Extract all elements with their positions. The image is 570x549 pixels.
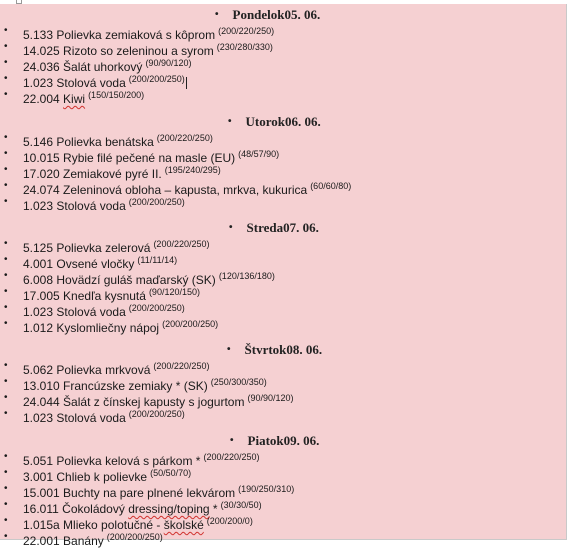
menu-item[interactable] [0,465,566,484]
menu-item-list [0,358,566,425]
bullet-icon: • [229,222,233,233]
menu-item-portions: (11/11/14) [137,255,178,265]
menu-item-name: Stolová voda [56,199,126,213]
bullet-icon: • [4,73,8,84]
menu-item[interactable] [0,236,566,255]
day-title-text: Utorok06. 06. [245,113,321,129]
menu-item[interactable] [0,162,566,181]
menu-item-code: 1.015a [23,518,60,532]
bullet-icon: • [4,270,8,281]
bullet-icon: • [215,9,219,20]
menu-item-code: 3.001 [23,470,54,484]
bullet-icon: • [4,89,8,100]
menu-item-portions: (200/200/250) [106,532,163,542]
menu-item-portions: (50/50/70) [150,468,192,478]
menu-item[interactable] [0,252,566,271]
menu-item-name: Francúzske zemiaky * (SK) [63,379,208,393]
menu-item[interactable] [0,71,566,90]
menu-item-portions: (120/136/180) [218,271,275,281]
menu-item-code: 1.023 [23,199,54,213]
menu-item-portions: (200/200/0) [206,516,253,526]
menu-item-code: 1.023 [23,305,54,319]
menu-item-list [0,236,566,335]
day-title [0,6,566,23]
menu-item[interactable] [0,300,566,319]
menu-item-code: 14.025 [23,44,60,58]
menu-item[interactable] [0,374,566,393]
menu-item-code: 16.011 [23,502,59,516]
bullet-icon: • [4,196,8,207]
menu-item-name: Polievka zelerová [56,241,151,255]
menu-item-name: Stolová voda [56,411,126,425]
bullet-icon: • [4,132,8,143]
menu-item[interactable] [0,39,566,58]
bullet-icon: • [4,515,8,526]
menu-item-code: 24.044 [23,395,60,409]
menu-item[interactable] [0,390,566,409]
menu-item[interactable] [0,529,566,548]
menu-item-code: 15.001 [23,486,60,500]
menu-item-name: Polievka mrkvová [56,363,151,377]
menu-item-name: Šalát uhorkový [63,60,143,74]
menu-item-code: 5.051 [23,454,54,468]
menu-item-code: 10.015 [23,151,60,165]
menu-item-list [0,23,566,106]
menu-item[interactable] [0,268,566,287]
menu-item-name: Kiwi [63,92,86,106]
menu-item-list [0,449,566,548]
menu-item-name: Zeleninová obloha – kapusta, mrkva, kukurica [63,183,308,197]
menu-item-name: Rizoto so zeleninou a syrom [63,44,214,58]
menu-item-portions: (200/200/250) [162,319,219,329]
day-title-text: Štvrtok08. 06. [244,341,323,357]
menu-item-portions: (200/220/250) [203,452,260,462]
day-title-text: Streda07. 06. [246,219,319,235]
menu-item-name: Polievka kelová s párkom * [56,454,201,468]
menu-item-portions: (250/300/350) [210,377,267,387]
day-section [0,432,566,548]
menu-item-portions: (90/120/150) [148,287,200,297]
bullet-icon: • [4,483,8,494]
menu-item-code: 1.023 [23,76,54,90]
menu-item-code: 5.133 [23,28,54,42]
menu-item-portions: (200/200/250) [128,409,185,419]
menu-item-list [0,130,566,213]
menu-item[interactable] [0,284,566,303]
menu-item-portions: (90/90/120) [247,393,294,403]
menu-item[interactable] [0,406,566,425]
bullet-icon: • [4,392,8,403]
day-title [0,432,566,449]
menu-item-name: Mlieko polotučné - školské [63,518,204,532]
day-title-text: Piatok09. 06. [247,432,320,448]
menu-item[interactable] [0,449,566,468]
document-page[interactable] [0,4,567,548]
menu-item-portions: (230/280/330) [216,42,273,52]
menu-item-portions: (195/240/295) [164,165,221,175]
menu-item-code: 24.074 [23,183,60,197]
day-title [0,113,566,130]
bullet-icon: • [4,360,8,371]
menu-item-name: Hovädzí guláš maďarský (SK) [56,273,216,287]
bullet-icon: • [4,451,8,462]
menu-item-code: 1.023 [23,411,54,425]
menu-item-portions: (48/57/90) [238,149,280,159]
menu-item-code: 22.004 [23,92,60,106]
bullet-icon: • [228,116,232,127]
bullet-icon: • [4,467,8,478]
menu-item-portions: (30/30/50) [220,500,262,510]
bullet-icon: • [4,318,8,329]
bullet-icon: • [4,180,8,191]
menu-item-portions: (200/200/250) [128,74,185,84]
menu-item-code: 17.005 [23,289,60,303]
bullet-icon: • [230,435,234,446]
menu-item-code: 5.125 [23,241,54,255]
menu-item-name: Polievka benátska [56,135,154,149]
menu-item-portions: (200/200/250) [128,303,185,313]
menu-item-name: Zemiakové pyré II. [63,167,162,181]
day-section [0,341,566,425]
menu-item-portions: (200/220/250) [156,133,213,143]
menu-item-code: 4.001 [23,257,54,271]
menu-item-name: Kyslomliečny nápoj [56,321,160,335]
menu-item[interactable] [0,130,566,149]
menu-item-name: Ovsené vločky [56,257,135,271]
bullet-icon: • [4,286,8,297]
menu-item-portions: (200/200/250) [128,197,185,207]
menu-item-name: Chlieb k polievke [56,470,148,484]
menu-item-name: Stolová voda [56,305,126,319]
menu-item[interactable] [0,23,566,42]
menu-item-code: 24.036 [23,60,60,74]
bullet-icon: • [4,164,8,175]
menu-item-code: 5.146 [23,135,54,149]
bullet-icon: • [4,302,8,313]
day-title [0,341,566,358]
bullet-icon: • [4,57,8,68]
menu-item-code: 5.062 [23,363,54,377]
menu-item-name: Stolová voda [56,76,126,90]
menu-item-portions: (190/250/310) [238,484,295,494]
menu-item[interactable] [0,497,566,516]
menu-item[interactable] [0,316,566,335]
menu-item-portions: (150/150/200) [88,90,145,100]
menu-item-portions: (60/60/80) [310,181,352,191]
menu-item-name: Banány [63,534,104,548]
menu-item-code: 1.012 [23,321,54,335]
menu-item[interactable] [0,87,566,106]
day-title [0,219,566,236]
bullet-icon: • [4,376,8,387]
bullet-icon: • [4,408,8,419]
bullet-icon: • [4,254,8,265]
menu-item-portions: (200/220/250) [153,361,210,371]
menu-item-name: Buchty na pare plnené lekvárom [63,486,236,500]
bullet-icon: • [4,25,8,36]
menu-item-portions: (200/220/250) [153,239,210,249]
bullet-icon: • [4,531,8,542]
menu-item-name: Polievka zemiaková s kôprom [56,28,216,42]
bullet-icon: • [227,344,231,355]
menu-item-name: Šalát z čínskej kapusty s jogurtom [63,395,245,409]
menu-item-portions: (90/90/120) [145,58,192,68]
menu-item[interactable] [0,194,566,213]
menu-item-code: 17.020 [23,167,60,181]
menu-item[interactable] [0,146,566,165]
bullet-icon: • [4,499,8,510]
menu-item-code: 22.001 [23,534,60,548]
day-section [0,6,566,106]
menu-item-portions: (200/220/250) [218,26,275,36]
menu-item-name: Rybie filé pečené na masle (EU) [63,151,236,165]
menu-item-name: Knedľa kysnutá [63,289,146,303]
day-title-text: Pondelok05. 06. [232,6,321,22]
menu-item[interactable] [0,358,566,377]
menu-item[interactable] [0,513,566,532]
menu-item[interactable] [0,55,566,74]
bullet-icon: • [4,238,8,249]
menu-item-code: 13.010 [23,379,60,393]
bullet-icon: • [4,41,8,52]
day-section [0,113,566,213]
menu-item-code: 6.008 [23,273,54,287]
menu-item-name: Čokoládový dressing/toping * [62,502,218,516]
bullet-icon: • [4,148,8,159]
menu-item[interactable] [0,178,566,197]
day-section [0,219,566,335]
menu-item[interactable] [0,481,566,500]
